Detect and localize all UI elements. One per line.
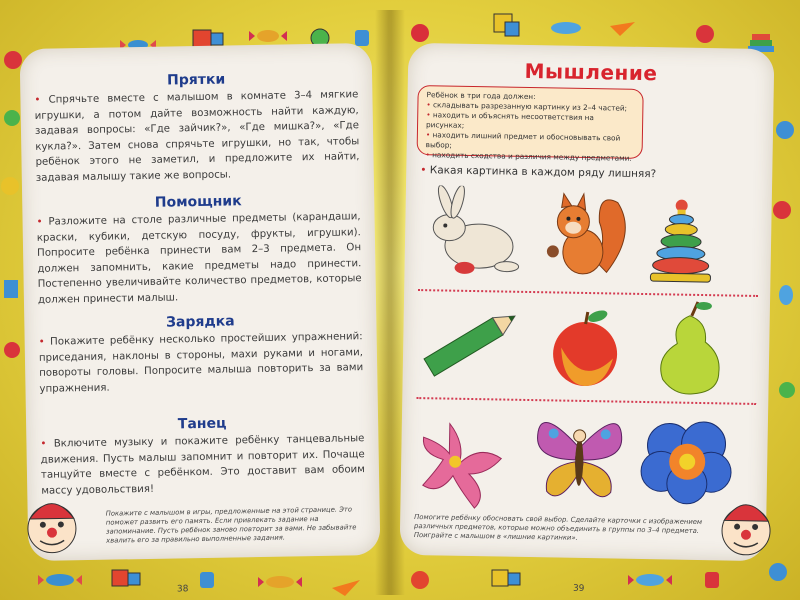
section-body: Включите музыку и покажите ребёнку танцевальные движения. Пусть малыш запомнит и повторит их. Почаще танцуйте вместе с ребёнком. Это доставит вам обоим массу удовольствия! [40, 433, 366, 497]
right-page [400, 43, 775, 594]
page-number: 38 [176, 584, 189, 595]
parent-note: Помогите ребёнку обосновать свой выбор. Сделайте карточки с изображением различных предметов, которые можно объединить в группы по 3–4 предмета. Поиграйте с малышом в «лишние картинки». [413, 513, 703, 542]
balloon-icon [779, 285, 793, 305]
flower-picture [408, 403, 520, 515]
section-text: • Спрячьте вместе с малышом в комнате 3–4 мягкие игрушки, а потом дайте возможность найти каждую, задавая вопросы: «Где зайчик?», «Где мишка?», «Где кукла?». Затем снова спрячьте игрушки, но так, чтобы ребёнок этого не заметил, и предложите их найти, задавая малышу такие же вопросы. [34, 89, 360, 184]
ball-icon [1, 177, 19, 195]
section-body: Спрячьте вместе с малышом в комнате 3–4 мягкие игрушки, а потом дайте возможность найти каждую, задавая вопросы: «Где зайчик?», «Где мишка?», «Где кукла?». Затем снова спрячьте игрушки, но так, чтобы ребёнок этого не заметил, и предложите их найти, задавая малышу такие же вопросы. [34, 89, 360, 184]
ball-icon [4, 110, 20, 126]
strawberry-icon [696, 25, 714, 43]
section-body: Разложите на столе различные предметы (карандаши, краски, кубики, детскую посуду, фрукты, игрушки). Попросите ребёнка принести вам 2–3 предмета. Он должен запомнить, какие предметы надо принести. Постепенно увеличивайте количество предметов, которые должен принести малыш. [36, 211, 362, 306]
ball-icon [4, 342, 20, 358]
left-page [20, 43, 381, 595]
pyramid-toy-picture [640, 195, 722, 288]
apple-icon [773, 201, 791, 219]
carrot-icon [610, 22, 635, 36]
butterfly-picture [528, 405, 630, 515]
exercise-question: • Какая картинка в каждом ряду лишняя? [420, 164, 657, 181]
section-body: Покажите ребёнку несколько простейших упражнений: приседания, наклоны в стороны, махи руками и ногами, повороты головы. Попросите малыша повторить за вами упражнения. [38, 331, 364, 395]
candy-icon [249, 30, 287, 42]
ball-icon [411, 571, 429, 589]
section-title: Помощник [154, 193, 242, 211]
candy-icon [628, 574, 672, 586]
row-separator [418, 289, 758, 297]
ball-icon [769, 563, 787, 581]
carrot-icon [332, 580, 360, 596]
candy-icon [551, 22, 581, 34]
page-title: Мышление [524, 58, 658, 86]
block-toy-icon [492, 570, 508, 586]
cup-icon [705, 572, 719, 588]
candy-icon [38, 574, 82, 586]
section-text: • Покажите ребёнку несколько простейших упражнений: приседания, наклоны в стороны, махи руками и ногами, повороты головы. Попросите малыша повторить за вами упражнения. [38, 331, 364, 395]
section-text: • Разложите на столе различные предметы (карандаши, краски, кубики, детскую посуду, фрукты, игрушки). Попросите ребёнка принести вам 2–3 предмета. Он должен запомнить, какие предметы надо принести. Постепенно увеличивайте количество предметов, которые должен принести малыш. [36, 211, 362, 306]
candy-icon [258, 576, 302, 588]
pencil-picture [417, 297, 528, 385]
pear-picture [648, 297, 730, 398]
requirement-item: • находить сходства и различия между предметами. [425, 150, 632, 163]
ball-icon [4, 51, 22, 69]
section-title: Прятки [166, 71, 226, 89]
requirement-item: • находить и объяснять несоответствия на рисунках; [425, 110, 594, 130]
section-text: • Включите музыку и покажите ребёнку танцевальные движения. Пусть малыш запомнит и повторит их. Почаще танцуйте вместе с ребёнком. Это доставит вам обоим массу удовольствия! [40, 433, 366, 497]
block-toy-icon [112, 570, 128, 586]
page-number: 39 [572, 583, 585, 594]
block-toy-icon [4, 280, 18, 298]
bunny-picture [418, 185, 530, 283]
apple-picture [542, 307, 627, 392]
requirements-heading: Ребёнок в три года должен: [426, 90, 536, 102]
ball-icon [779, 382, 795, 398]
squirrel-picture [536, 191, 638, 285]
cup-icon [200, 572, 214, 588]
section-title: Танец [177, 415, 227, 433]
clown-face-icon [716, 492, 777, 559]
parent-note: Покажите с малышом в игры, предложенные на этой странице. Это поможет развить его память. Если привлекать задание на запоминание. Пусть ребёнок заново повторит за вами. Не забывайте хвалить его за правильно выполненные задания. [105, 505, 357, 545]
requirement-item: • складывать разрезанную картинку из 2–4 частей; [426, 100, 628, 113]
clown-face-icon [21, 492, 82, 557]
requirements-box [417, 85, 644, 163]
section-title: Зарядка [165, 313, 235, 331]
requirement-item: • находить лишний предмет и обосновывать свой выбор; [425, 130, 621, 150]
ball-icon [776, 121, 794, 139]
cup-icon [355, 30, 369, 46]
ball-icon [411, 24, 429, 42]
